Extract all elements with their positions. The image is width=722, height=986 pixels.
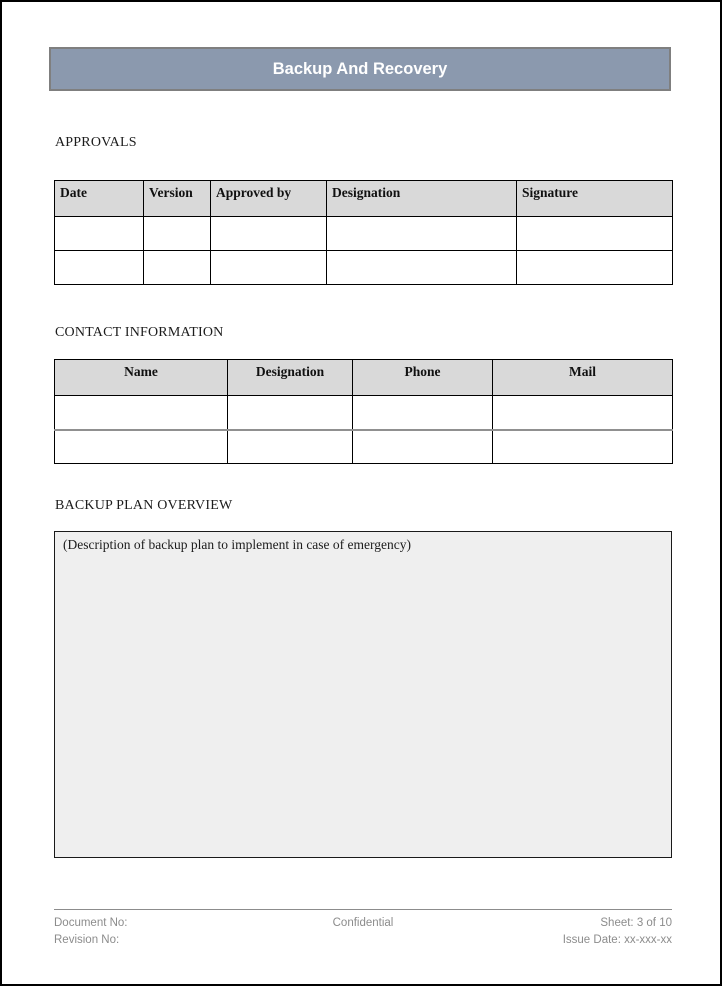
contact-cell-name[interactable] [55, 396, 228, 430]
table-row [55, 430, 673, 464]
footer-right-block [466, 915, 672, 948]
confidential-label: Confidential [332, 917, 394, 929]
backup-plan-description-box[interactable] [54, 531, 672, 858]
table-row [55, 251, 673, 285]
contact-cell-phone[interactable] [353, 396, 493, 430]
approvals-cell-date[interactable] [55, 251, 144, 285]
approvals-cell-version[interactable] [144, 217, 211, 251]
approvals-cell-approved-by[interactable] [211, 217, 327, 251]
contact-cell-designation[interactable] [228, 396, 353, 430]
contact-cell-phone[interactable] [353, 430, 493, 464]
contact-header-phone: Phone [353, 360, 493, 396]
approvals-header-date: Date [55, 181, 144, 217]
sheet-number: Sheet: 3 of 10 [600, 917, 672, 929]
contact-information-table [54, 359, 673, 464]
contact-cell-designation[interactable] [228, 430, 353, 464]
approvals-cell-approved-by[interactable] [211, 251, 327, 285]
approvals-header-designation: Designation [327, 181, 517, 217]
approvals-heading: APPROVALS [55, 135, 137, 150]
approvals-header-signature: Signature [517, 181, 673, 217]
contact-cell-name[interactable] [55, 430, 228, 464]
contact-header-mail: Mail [493, 360, 673, 396]
approvals-header-version: Version [144, 181, 211, 217]
contact-cell-mail[interactable] [493, 396, 673, 430]
approvals-table [54, 180, 673, 285]
table-row [55, 217, 673, 251]
approvals-cell-signature[interactable] [517, 251, 673, 285]
contact-information-heading: CONTACT INFORMATION [55, 325, 224, 340]
table-row [55, 396, 673, 430]
page-footer [54, 915, 672, 948]
document-title-bar [49, 47, 671, 91]
approvals-cell-version[interactable] [144, 251, 211, 285]
approvals-cell-date[interactable] [55, 217, 144, 251]
contact-header-row [55, 360, 673, 396]
footer-divider [54, 909, 672, 910]
backup-plan-placeholder-text: (Description of backup plan to implement in case of emergency) [63, 537, 412, 552]
approvals-cell-designation[interactable] [327, 217, 517, 251]
approvals-cell-signature[interactable] [517, 217, 673, 251]
approvals-header-row [55, 181, 673, 217]
page-title: Backup And Recovery [272, 59, 448, 78]
footer-left-block [54, 915, 260, 948]
document-no-label: Document No: [54, 917, 128, 929]
approvals-header-approved-by: Approved by [211, 181, 327, 217]
approvals-cell-designation[interactable] [327, 251, 517, 285]
issue-date: Issue Date: xx-xxx-xx [562, 933, 672, 946]
revision-no-label: Revision No: [54, 933, 120, 946]
contact-cell-mail[interactable] [493, 430, 673, 464]
contact-header-name: Name [55, 360, 228, 396]
contact-header-designation: Designation [228, 360, 353, 396]
footer-center-block [260, 915, 466, 948]
backup-plan-overview-heading: BACKUP PLAN OVERVIEW [55, 498, 233, 513]
